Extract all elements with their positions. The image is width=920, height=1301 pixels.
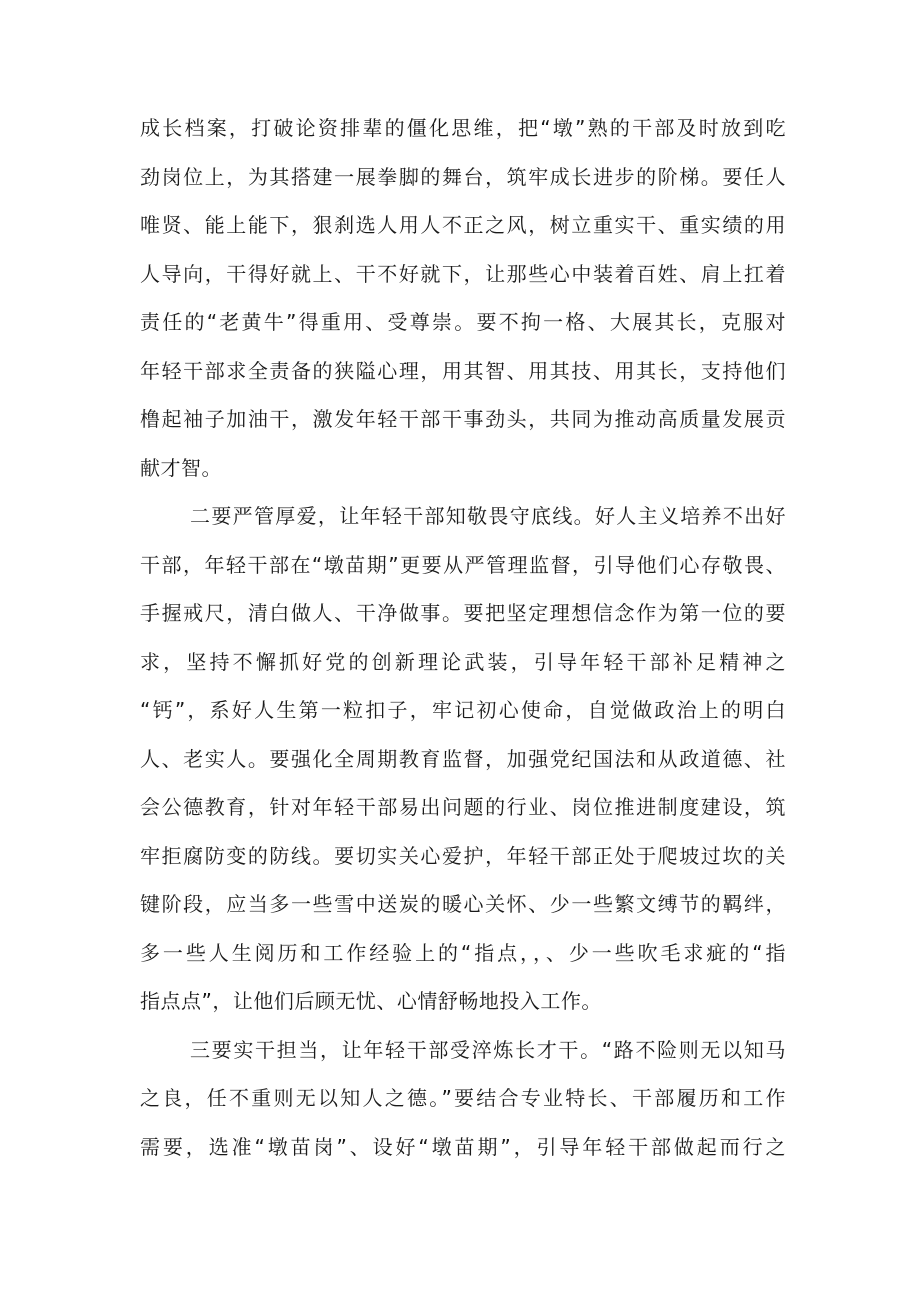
text-line-7: 橹起袖子加油干，激发年轻干部干事劲头，共同为推动高质量发展贡 (140, 407, 786, 431)
text-line-17: 键阶段，应当多一些雪中送炭的暖心关怀、少一些繁文缚节的羁绊， (140, 892, 786, 916)
body-text (140, 104, 786, 1171)
text-line-1: 成长档案，打破论资排辈的僵化思维，把“墩”熟的干部及时放到吃 (140, 116, 786, 140)
text-line-9: 二要严管厚爱，让年轻干部知敬畏守底线。好人主义培养不出好 (190, 504, 786, 528)
text-line-3: 唯贤、能上能下，狠刹选人用人不正之风，树立重实干、重实绩的用 (140, 213, 786, 237)
text-line-21: 之良，任不重则无以知人之德。”要结合专业特长、干部履历和工作 (140, 1086, 786, 1110)
text-line-19: 指点点”，让他们后顾无忧、心情舒畅地投入工作。 (140, 989, 602, 1013)
text-line-6: 年轻干部求全责备的狭隘心理，用其智、用其技、用其长，支持他们 (140, 358, 786, 383)
text-line-18: 多一些人生阅历和工作经验上的“指点，，、少一些吹毛求疵的“指 (140, 940, 786, 965)
text-line-2: 劲岗位上，为其搭建一展拳脚的舞台，筑牢成长进步的阶梯。要任人 (140, 164, 786, 189)
text-line-8: 献才智。 (140, 455, 222, 480)
text-line-22: 需要，选准“墩苗岗”、设好“墩苗期”，引导年轻干部做起而行之 (140, 1134, 786, 1159)
text-line-12: 求，坚持不懈抓好党的创新理论武装，引导年轻干部补足精神之 (140, 649, 786, 674)
text-line-16: 牢拒腐防变的防线。要切实关心爱护，年轻干部正处于爬坡过坎的关 (140, 843, 786, 868)
text-line-14: 人、老实人。要强化全周期教育监督，加强党纪国法和从政道德、社 (140, 746, 786, 771)
text-line-20: 三要实干担当，让年轻干部受淬炼长才干。“路不险则无以知马 (190, 1037, 786, 1062)
text-line-15: 会公德教育，针对年轻干部易出问题的行业、岗位推进制度建设，筑 (140, 795, 786, 819)
text-line-11: 手握戒尺，清白做人、干净做事。要把坚定理想信念作为第一位的要 (140, 601, 786, 625)
text-line-4: 人导向，干得好就上、干不好就下，让那些心中装着百姓、肩上扛着 (140, 261, 786, 286)
text-line-5: 责任的“老黄牛”得重用、受尊崇。要不拘一格、大展其长，克服对 (140, 310, 786, 334)
text-line-13: “钙”，系好人生第一粒扣子，牢记初心使命，自觉做政治上的明白 (140, 698, 786, 722)
text-line-10: 干部，年轻干部在“墩苗期”更要从严管理监督，引导他们心存敬畏、 (140, 552, 786, 577)
